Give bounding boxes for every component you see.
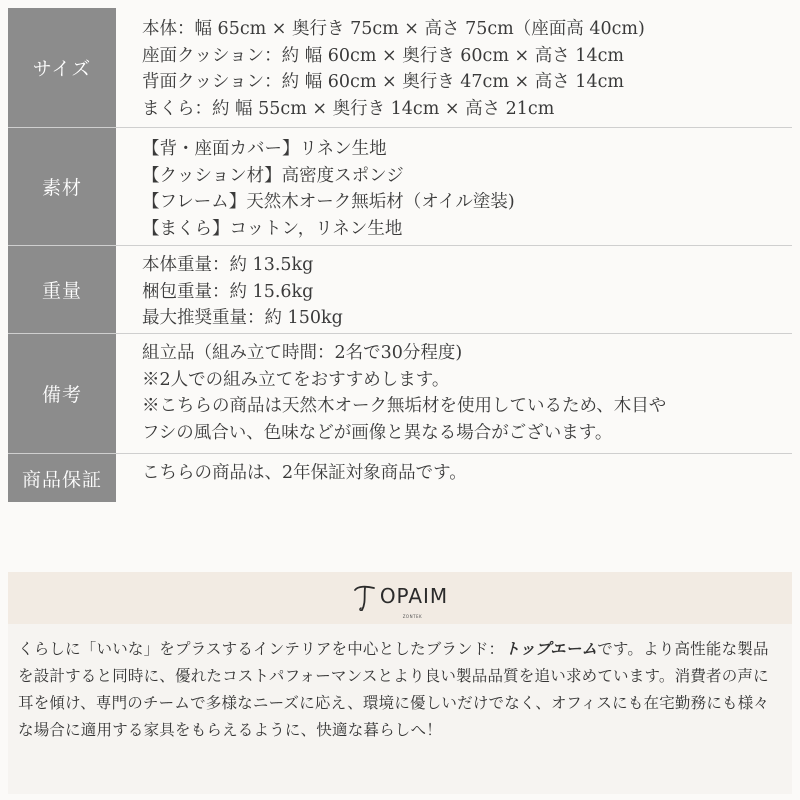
topaim-t-icon: [352, 583, 378, 613]
spec-label-size: サイズ: [8, 8, 116, 127]
brand-header: [8, 572, 792, 624]
brand-logo-text: OPAIM: [379, 584, 449, 608]
spec-content-notes: [116, 334, 792, 453]
spec-content-weight: [116, 246, 792, 333]
brand-logo: [352, 583, 449, 619]
spec-label-warranty: 商品保証: [8, 454, 116, 502]
spec-line: ※2人での組み立てをおすすめします。: [142, 369, 450, 390]
brand-name-highlight: トップエーム: [504, 640, 598, 658]
spec-line: 梱包重量：約 15.6kg: [142, 281, 314, 302]
spec-label-weight: 重量: [8, 246, 116, 333]
spec-line: 座面クッション：約 幅 60cm × 奥行き 60cm × 高さ 14cm: [142, 45, 624, 66]
spec-line: 【フレーム】天然木オーク無垢材（オイル塗装): [142, 192, 515, 212]
brand-description: [8, 624, 792, 794]
brand-intro-text: くらしに「いいな」をプラスするインテリアを中心としたブランド：: [18, 640, 505, 658]
spec-line: 本体：幅 65cm × 奥行き 75cm × 高さ 75cm（座面高 40cm): [142, 19, 645, 39]
spec-row-warranty: [8, 454, 792, 502]
spec-line: 【クッション材】高密度スポンジ: [142, 165, 404, 186]
spec-content-size: [116, 8, 792, 127]
spec-line: 背面クッション：約 幅 60cm × 奥行き 47cm × 高さ 14cm: [142, 72, 624, 92]
spec-line: 【まくら】コットン，リネン生地: [142, 218, 403, 239]
spec-line: フシの風合い、色味などが画像と異なる場合がございます。: [142, 422, 613, 443]
spec-line: 本体重量：約 13.5kg: [142, 255, 314, 275]
spec-line: まくら：約 幅 55cm × 奥行き 14cm × 高さ 21cm: [142, 98, 555, 119]
spec-label-notes: 備考: [8, 334, 116, 453]
spec-row-size: [8, 8, 792, 128]
brand-logo-sub: ZONTEK: [402, 614, 423, 619]
spec-content-material: [116, 128, 792, 245]
spec-row-weight: [8, 246, 792, 334]
spec-line: こちらの商品は、2年保証対象商品です。: [142, 463, 467, 483]
spec-row-material: [8, 128, 792, 246]
spec-line: 【背・座面カバー】リネン生地: [142, 139, 387, 159]
spec-row-notes: [8, 334, 792, 454]
spec-line: ※こちらの商品は天然木オーク無垢材を使用しているため、木目や: [142, 396, 667, 416]
spec-label-material: 素材: [8, 128, 116, 245]
spec-line: 最大推奨重量：約 150kg: [142, 308, 343, 328]
spec-table: [8, 8, 792, 502]
spec-line: 組立品（組み立て時間：2名で30分程度): [142, 343, 463, 363]
brand-intro-rest: です。より高性能な製品を設計すると同時に、優れたコストパフォーマンスとより良い製品品質を追い求めています。消費者の声に耳を傾け、専門のチームで多様なニーズに応え、環境に優しいだけでなく、オフィスにも在宅勤務にも様々な場合に適用する家具をもらえるように、快適な暮らしへ！: [18, 640, 770, 739]
spec-content-warranty: [116, 454, 792, 495]
